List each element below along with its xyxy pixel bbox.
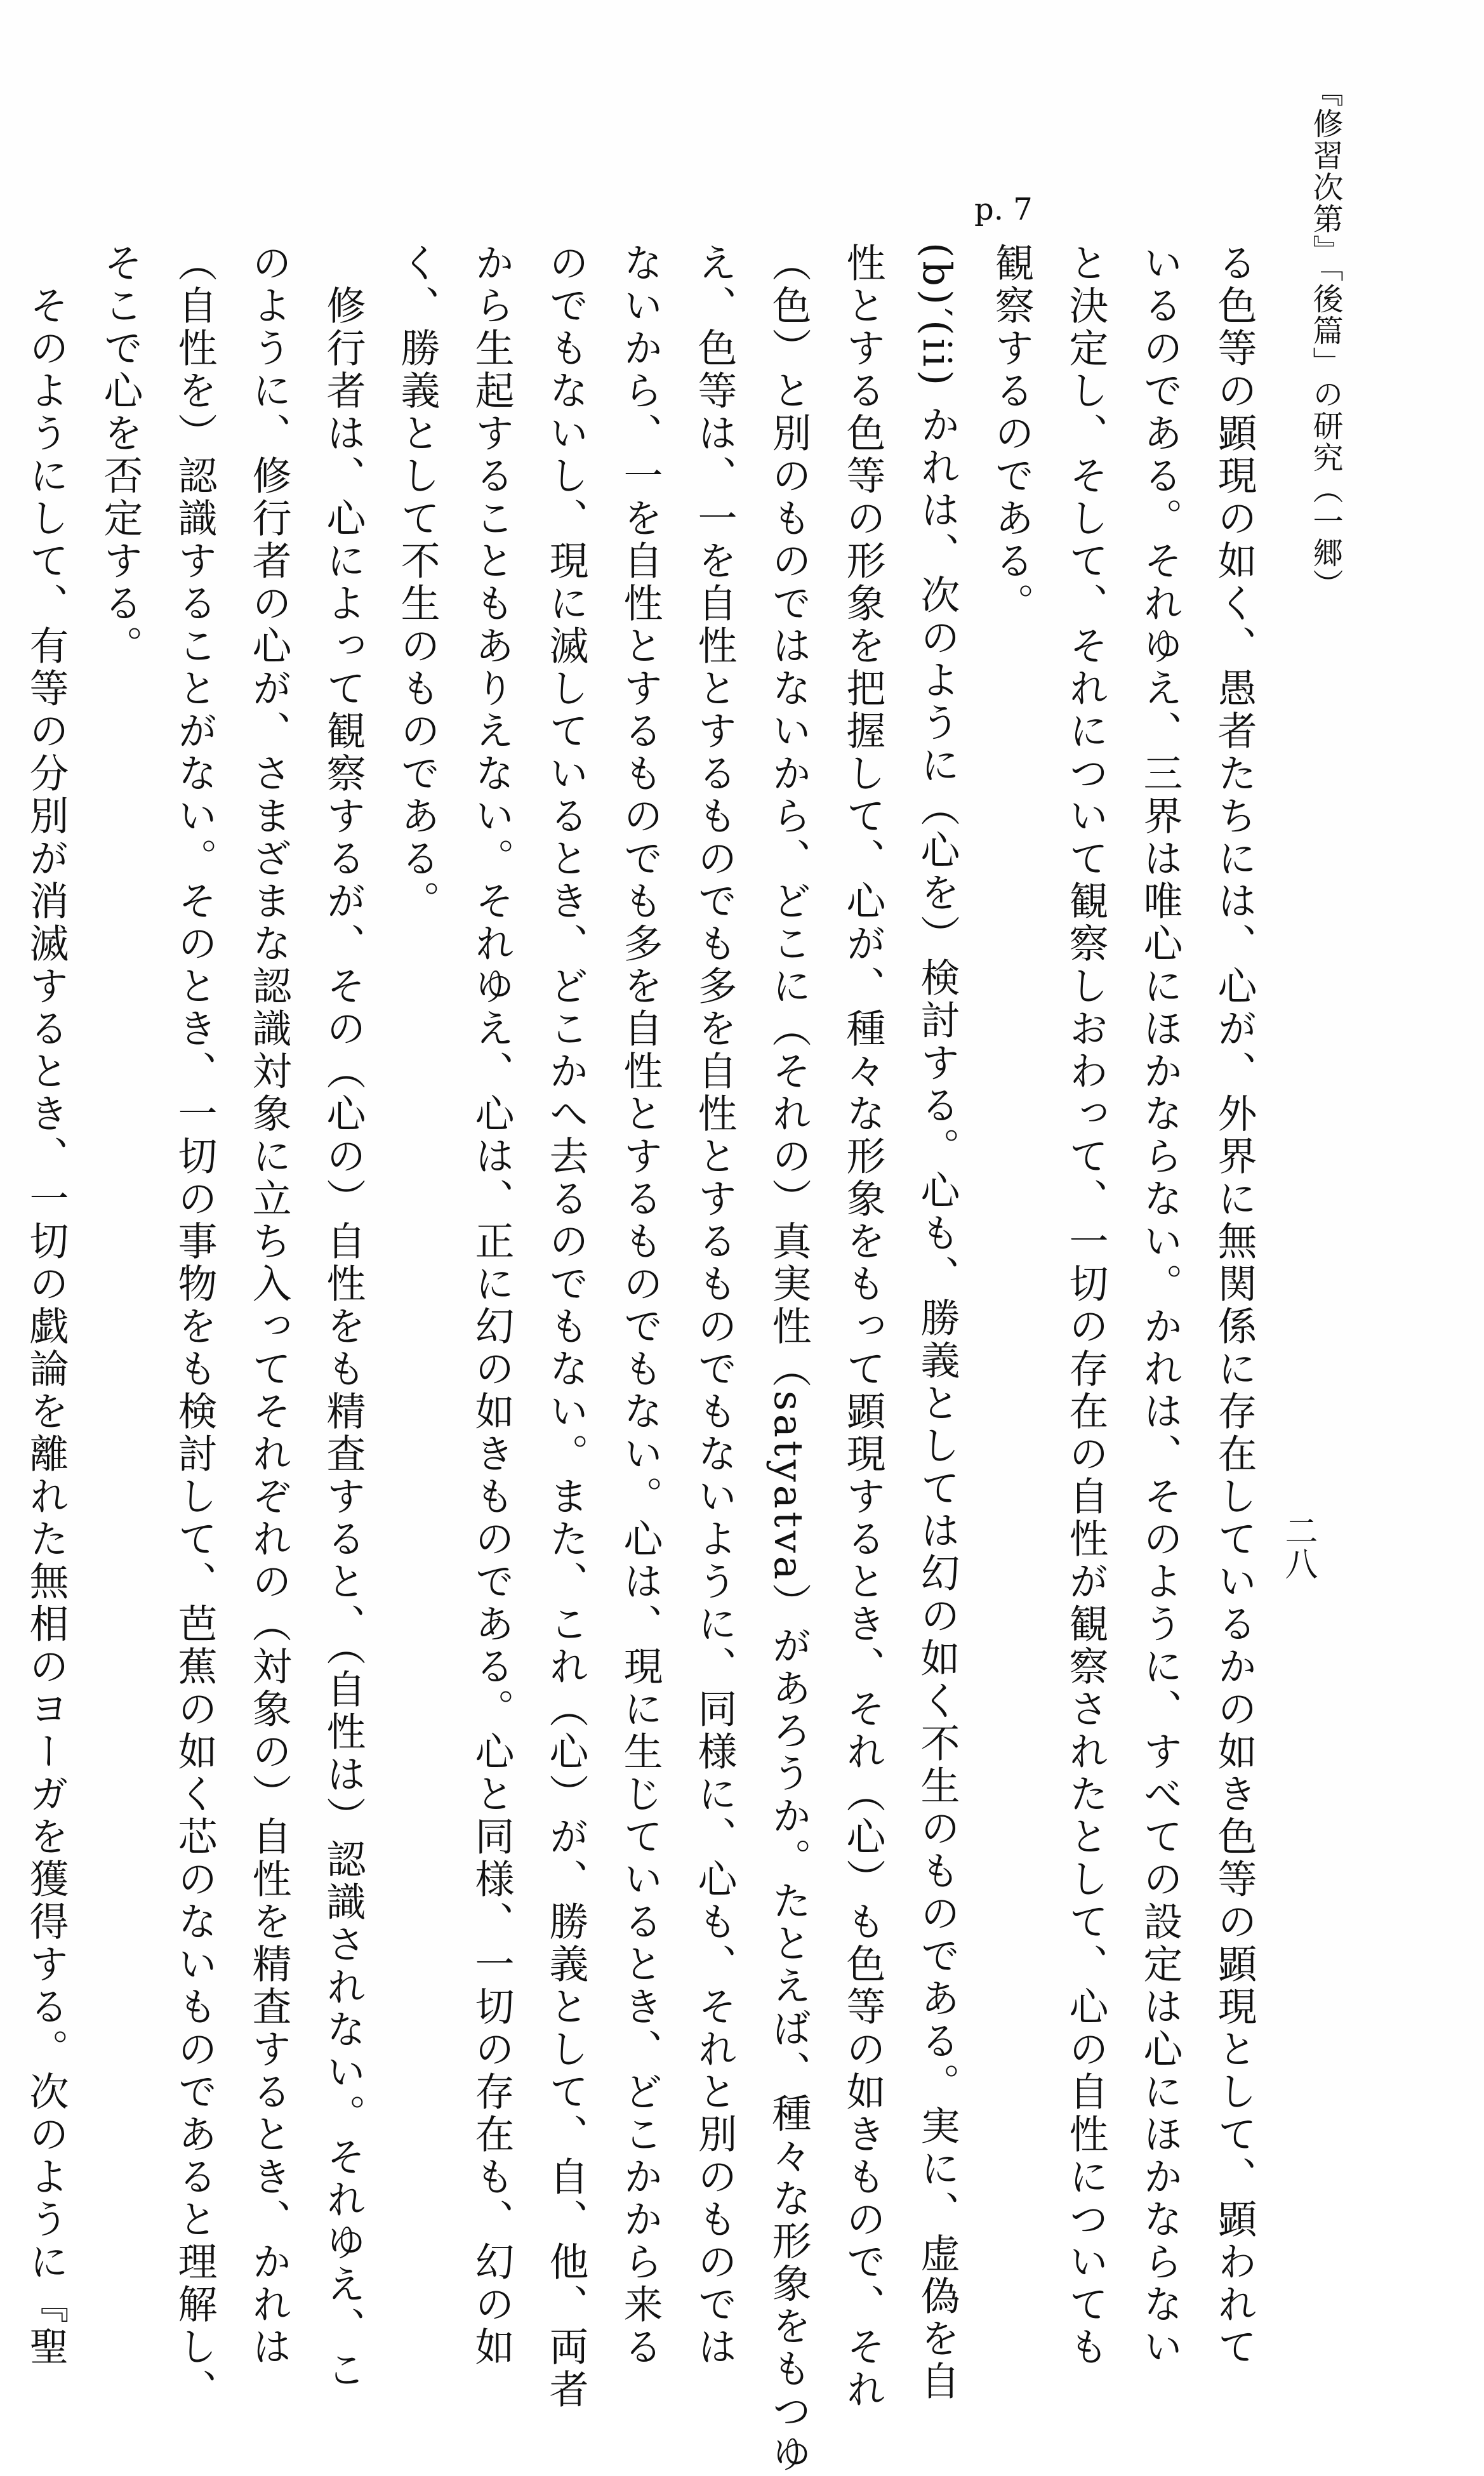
text-line-16: そこで心を否定する。 bbox=[97, 242, 143, 668]
text-line-15: （自性を）認識することがない。そのとき、一切の事物をも検討して、芭蕉の如く芯のないものであると理解し、 bbox=[171, 242, 218, 2411]
text-line-3: と決定し、そして、それについて観察しおわって、一切の存在の自性が観察されたとして、心の自性についても bbox=[1063, 242, 1109, 2369]
text-line-11: から生起することもありえない。それゆえ、心は、正に幻の如きものである。心と同様、一切の存在も、幻の如 bbox=[468, 242, 515, 2369]
text-line-9: ないから、一を自性とするものでも多を自性とするものでもない。心は、現に生じているとき、どこかから来る bbox=[617, 242, 663, 2369]
text-line-2: いるのである。それゆえ、三界は唯心にほかならない。かれは、そのように、すべての設定は心にほかならない bbox=[1137, 242, 1183, 2369]
text-line-17: そのようにして、有等の分別が消滅するとき、一切の戯論を離れた無相のヨーガを獲得する。次のように『聖 bbox=[23, 242, 69, 2369]
text-line-5: (b)′(ii) かれは、次のように（心を）検討する。心も、勝義としては幻の如く不生のものである。実に、虚偽を自 bbox=[914, 242, 960, 2403]
text-line-4: 観察するのである。 bbox=[988, 242, 1035, 625]
text-line-1: る色等の顕現の如く、愚者たちには、心が、外界に無関係に存在しているかの如き色等の顕現として、顕われて bbox=[1211, 242, 1257, 2369]
text-line-7: （色）と別のものではないから、どこに（それの）真実性（satyatva）があろうか。たとえば、種々な形象をもつゆ bbox=[765, 242, 812, 2476]
body-text bbox=[23, 242, 1271, 2476]
running-header: 『修習次第』「後篇」の研究（一郷） bbox=[1308, 76, 1343, 600]
text-line-6: 性とする色等の形象を把握して、心が、種々な形象をもって顕現するとき、それ（心）も色等の如きもので、それ bbox=[840, 242, 886, 2411]
page-number: 二八 bbox=[1279, 1514, 1317, 1580]
page-reference-marker: p. 7 bbox=[974, 192, 1033, 227]
text-line-14: のように、修行者の心が、さまざまな認識対象に立ち入ってそれぞれの（対象の）自性を精査するとき、かれは bbox=[246, 242, 292, 2369]
text-line-13: 修行者は、心によって観察するが、その（心の）自性をも精査すると、（自性は）認識されない。それゆえ、こ bbox=[320, 242, 366, 2392]
text-line-8: え、色等は、一を自性とするものでも多を自性とするものでもないように、同様に、心も、それと別のものでは bbox=[691, 242, 738, 2369]
text-line-12: く、勝義として不生のものである。 bbox=[394, 242, 441, 923]
text-line-10: のでもないし、現に滅しているとき、どこかへ去るのでもない。また、これ（心）が、勝義として、自、他、両者 bbox=[543, 242, 589, 2411]
